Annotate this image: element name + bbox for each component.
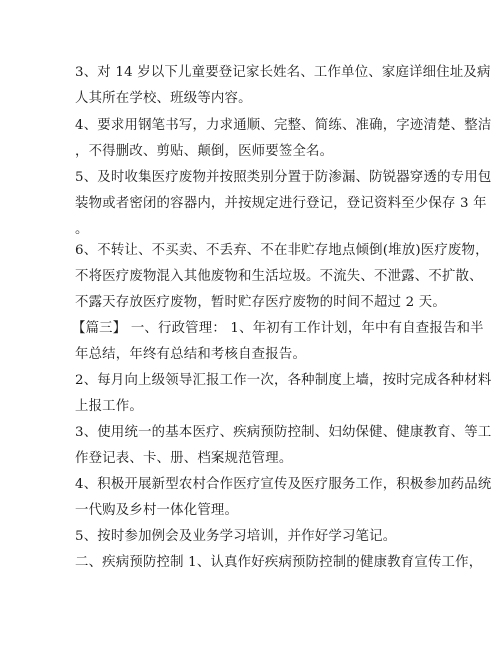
text-line: 一代购及乡村一体化管理。 bbox=[75, 503, 239, 518]
section-heading-line: 【篇三】 一、行政管理： 1、年初有工作计划，年中有自查报告和半 bbox=[72, 321, 484, 336]
text-line: 2、每月向上级领导汇报工作一次，各种制度上墙，按时完成各种材料 bbox=[75, 373, 492, 388]
text-line: 上报工作。 bbox=[75, 399, 143, 414]
text-line: 3、对 14 岁以下儿童要登记家长姓名、工作单位、家庭详细住址及病 bbox=[75, 65, 491, 80]
text-line: 人其所在学校、班级等内容。 bbox=[75, 91, 252, 106]
text-line: 。 bbox=[75, 222, 89, 237]
text-line: 年总结，年终有总结和考核自查报告。 bbox=[75, 347, 307, 362]
text-line: 装物或者密闭的容器内，并按规定进行登记，登记资料至少保存 3 年 bbox=[75, 196, 487, 211]
text-line: 5、及时收集医疗废物并按照类别分置于防渗漏、防锐器穿透的专用包 bbox=[75, 170, 492, 185]
text-line: 4、要求用钢笔书写，力求通顺、完整、简练、准确，字迹清楚、整洁 bbox=[75, 118, 492, 133]
text-line: 二、疾病预防控制 1、认真作好疾病预防控制的健康教育宣传工作， bbox=[75, 555, 483, 570]
text-line: 不露天存放医疗废物，暂时贮存医疗废物的时间不超过 2 天。 bbox=[75, 295, 446, 310]
text-line: ，不得删改、剪贴、颠倒，医师要签全名。 bbox=[75, 144, 334, 159]
text-line: 6、不转让、不买卖、不丢弃、不在非贮存地点倾倒(堆放)医疗废物， bbox=[75, 243, 489, 258]
text-line: 4、积极开展新型农村合作医疗宣传及医疗服务工作，积极参加药品统 bbox=[75, 477, 492, 492]
text-line: 5、按时参加例会及业务学习培训，并作好学习笔记。 bbox=[75, 529, 397, 544]
text-line: 不将医疗废物混入其他废物和生活垃圾。不流失、不泄露、不扩散、 bbox=[75, 269, 483, 284]
text-line: 3、使用统一的基本医疗、疾病预防控制、妇幼保健、健康教育、等工 bbox=[75, 425, 492, 440]
text-line: 作登记表、卡、册、档案规范管理。 bbox=[75, 451, 293, 466]
